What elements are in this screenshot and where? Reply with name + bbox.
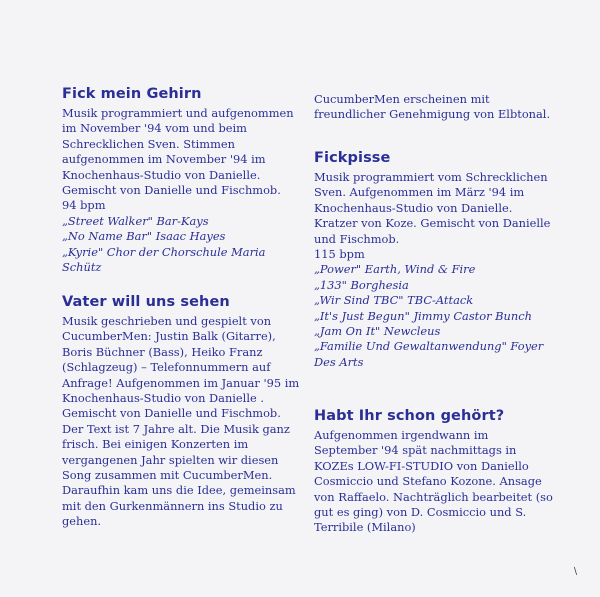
- section-title: Fickpisse: [314, 150, 391, 166]
- section-habt-ihr-schon-gehoert: [314, 408, 554, 536]
- section-text: Musik programmiert vom Schrecklichen Sven. Aufgenommen im März '94 im Knochenhaus-Studio von Danielle. Kratzer von Koze. Gemischt von Danielle und Fischmob.: [314, 170, 551, 246]
- section-text: Aufgenommen irgendwann im September '94 spät nachmittags in KOZEs LOW-FI-STUDIO von Daniello Cosmiccio und Stefano Kozone. Ansage von Raffaelo. Nachträglich bearbeitet (so gut es ging) von D. Cosmiccio und S. Terribile (Milano): [314, 428, 553, 535]
- label-permission-note: CucumberMen erscheinen mit freundlicher Genehmigung von Elbtonal.: [314, 92, 551, 122]
- sample-credit: „Jam On It" Newcleus: [314, 324, 441, 339]
- section-title: Fick mein Gehirn: [62, 86, 202, 102]
- print-mark: \: [574, 566, 578, 577]
- sample-credit: „Wir Sind TBC" TBC-Attack: [314, 293, 474, 308]
- section-title: Habt Ihr schon gehört?: [314, 408, 505, 424]
- sample-credit: „Street Walker" Bar-Kays: [62, 213, 209, 228]
- sample-credit: „No Name Bar" Isaac Hayes: [62, 229, 226, 244]
- sample-credit: „Power" Earth, Wind & Fire: [314, 262, 476, 277]
- intro-note: [314, 92, 554, 123]
- section-body: [62, 106, 302, 275]
- section-body: [62, 314, 302, 530]
- section-fick-mein-gehirn: [62, 86, 302, 275]
- sample-credit: „133" Borghesia: [314, 277, 409, 292]
- bpm: 115 bpm: [314, 247, 365, 262]
- sample-credit: „Kyrie" Chor der Chorschule Maria Schütz: [62, 244, 266, 275]
- bpm: 94 bpm: [62, 198, 106, 213]
- section-title: Vater will uns sehen: [62, 294, 230, 310]
- section-body: [314, 428, 554, 536]
- section-fickpisse: [314, 150, 554, 370]
- section-text: Musik geschrieben und gespielt von CucumberMen: Justin Balk (Gitarre), Boris Büchner (Bass), Heiko Franz (Schlagzeug) – Telefonnummern auf Anfrage! Aufgenommen im Januar '95 im Knochenhaus-Studio von Danielle . Gemischt von Danielle und Fischmob. Der Text ist 7 Jahre alt. Die Musik ganz frisch. Bei einigen Konzerten im vergangenen Jahr spielten wir diesen Song zusammen mit CucumberMen. Daraufhin kam uns die Idee, gemeinsam mit den Gurkenmännern ins Studio zu gehen.: [62, 314, 300, 529]
- section-vater-will-uns-sehen: [62, 294, 302, 530]
- sample-credit: „Familie Und Gewaltanwendung" Foyer Des Arts: [314, 339, 544, 369]
- section-text: Musik programmiert und aufgenommen im November '94 vom und beim Schrecklichen Sven. Stimmen aufgenommen im November '94 im Knochenhaus-Studio von Danielle. Gemischt von Danielle und Fischmob.: [62, 106, 294, 198]
- section-body: [314, 170, 554, 370]
- sample-credit: „It's Just Begun" Jimmy Castor Bunch: [314, 308, 532, 323]
